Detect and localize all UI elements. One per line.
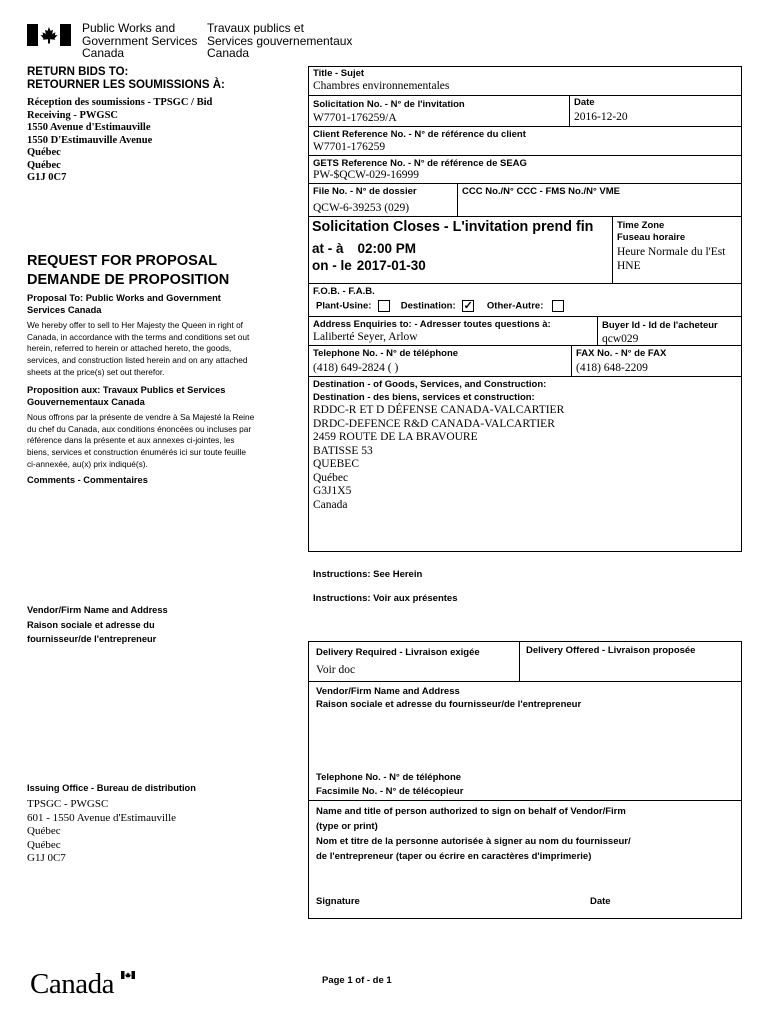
authorized-person-field[interactable] xyxy=(316,804,631,864)
vendor-label-fr: Raison sociale et adresse du fournisseur/de l'entrepreneur xyxy=(316,699,582,710)
authorized-label-line: de l'entrepreneur (taper ou écrire en caractères d'imprimerie) xyxy=(316,851,592,862)
address-line: Québec xyxy=(313,471,349,484)
destination-heading xyxy=(313,379,546,404)
rfp-title-en: REQUEST FOR PROPOSAL xyxy=(27,253,218,269)
client-ref-label: Client Reference No. - N° de référence du client xyxy=(313,129,526,140)
dept-fr-line: Canada xyxy=(207,46,250,60)
solicitation-no-label: Solicitation No. - N° de l'invitation xyxy=(313,99,465,110)
comments-label: Comments - Commentaires xyxy=(27,475,148,485)
dept-en-line: Public Works and xyxy=(82,21,176,35)
address-line: G1J 0C7 xyxy=(27,172,67,183)
return-bids-address xyxy=(27,97,212,185)
fax-value: (418) 648-2209 xyxy=(576,362,648,374)
telephone-value: (418) 649-2824 ( ) xyxy=(313,362,399,374)
plant-label: Plant-Usine: xyxy=(316,300,372,312)
address-line: Réception des soumissions - TPSGC / Bid xyxy=(27,97,213,108)
address-line: RDDC-R ET D DÉFENSE CANADA-VALCARTIER xyxy=(313,404,565,416)
check-icon: ✓ xyxy=(463,300,473,312)
dept-en-line: Canada xyxy=(82,46,125,60)
tz-label-en: Time Zone xyxy=(617,220,665,231)
canada-wordmark xyxy=(30,968,114,1001)
address-line: Québec xyxy=(27,825,61,837)
dest-label-fr: Destination - des biens, services et construction: xyxy=(313,391,535,403)
plant-checkbox[interactable] xyxy=(378,300,390,312)
department-name-fr xyxy=(207,22,352,60)
department-name-en xyxy=(82,22,197,60)
destination-address xyxy=(313,404,564,512)
other-checkbox[interactable] xyxy=(552,300,564,312)
fax-label: FAX No. - N° de FAX xyxy=(576,348,667,359)
proposition-aux: Proposition aux: Travaux Publics et Services Gouvernementaux Canada xyxy=(27,385,226,407)
return-bids-heading xyxy=(27,66,225,92)
address-line: 1550 Avenue d'Estimauville xyxy=(27,122,151,133)
closing-time xyxy=(312,241,416,256)
fob-options xyxy=(316,300,564,312)
title-value: Chambres environnementales xyxy=(313,80,450,92)
dept-en-line: Government Services xyxy=(82,33,198,48)
address-enquiries-label: Address Enquiries to: - Adresser toutes questions à: xyxy=(313,319,551,330)
at-label: at - à xyxy=(312,241,344,256)
title-label: Title - Sujet xyxy=(313,68,365,79)
buyer-id-value: qcw029 xyxy=(602,333,639,345)
address-line: Québec xyxy=(27,147,61,158)
tz-label-fr: Fuseau horaire xyxy=(617,232,686,243)
rfp-title-fr: DEMANDE DE PROPOSITION xyxy=(27,272,230,288)
address-line: Québec xyxy=(27,159,61,171)
vendor-fax-label: Facsimile No. - N° de télécopieur xyxy=(316,786,464,797)
buyer-id-label: Buyer Id - Id de l'acheteur xyxy=(602,320,718,331)
vendor-name-address-field[interactable] xyxy=(316,685,581,711)
delivery-required-label: Delivery Required - Livraison exigée xyxy=(316,647,480,658)
dept-fr-line: Services gouvernementaux xyxy=(207,33,353,48)
delivery-offered-field[interactable]: Delivery Offered - Livraison proposée xyxy=(526,645,696,656)
wordmark-flag-icon xyxy=(121,966,135,984)
time-zone-label xyxy=(617,220,685,244)
address-line: Canada xyxy=(313,498,348,511)
proposal-to: Proposal To: Public Works and Government Services Canada xyxy=(27,293,221,315)
authorized-label-line: Nom et titre de la personne autorisée à signer au nom du fournisseur/ xyxy=(316,836,631,847)
address-line: 1550 D'Estimauville Avenue xyxy=(27,134,153,146)
closing-date xyxy=(312,258,426,273)
vendor-telephone-label: Telephone No. - N° de téléphone xyxy=(316,772,462,783)
file-no-label: File No. - N° de dossier xyxy=(313,186,417,197)
destination-label: Destination: xyxy=(400,300,456,312)
rfp-heading xyxy=(27,252,229,290)
solicitation-closes-title: Solicitation Closes - L'invitation prend fin xyxy=(312,219,594,235)
client-ref-value: W7701-176259 xyxy=(313,141,386,153)
date-value: 2016-12-20 xyxy=(574,111,628,123)
gets-ref-label: GETS Reference No. - N° de référence de SEAG xyxy=(313,158,527,169)
dept-fr-line: Travaux publics et xyxy=(207,21,304,35)
ccc-no-label: CCC No./N° CCC - FMS No./N° VME xyxy=(462,186,621,197)
return-bids-title-fr: RETOURNER LES SOUMISSIONS À: xyxy=(27,79,225,91)
closing-date-value: 2017-01-30 xyxy=(356,258,426,273)
date-label: Date xyxy=(574,97,595,108)
address-line: G1J 0C7 xyxy=(27,852,66,864)
closing-time-value: 02:00 PM xyxy=(357,241,417,256)
vendor-label-en: Vendor/Firm Name and Address xyxy=(316,686,460,697)
fob-label: F.O.B. - F.A.B. xyxy=(313,286,375,297)
authorized-label-line: (type or print) xyxy=(316,821,378,832)
instructions-fr: Instructions: Voir aux présentes xyxy=(313,593,458,604)
delivery-required-value: Voir doc xyxy=(316,664,356,676)
tz-value-line: Heure Normale du l'Est xyxy=(617,246,726,258)
authorized-label-line: Name and title of person authorized to sign on behalf of Vendor/Firm xyxy=(316,806,626,817)
address-line: Receiving - PWGSC xyxy=(27,109,118,121)
dest-label-en: Destination - of Goods, Services, and Construction: xyxy=(313,379,547,390)
time-zone-value xyxy=(617,246,725,273)
return-bids-title-en: RETURN BIDS TO: xyxy=(27,66,129,78)
destination-checkbox[interactable] xyxy=(462,300,474,312)
address-line: 2459 ROUTE DE LA BRAVOURE xyxy=(313,431,478,443)
address-line: Québec xyxy=(27,838,61,851)
offer-text-fr: Nous offrons par la présente de vendre à Sa Majesté la Reine du chef du Canada, aux conditions énoncées ou incluses par référence dans la présente et aux annexes ci-jointes, les biens, services et construction énumérés ici sur toute feuille ci-annexée, au(x) prix indiqué(s). xyxy=(27,412,255,469)
other-label: Other-Autre: xyxy=(486,300,544,312)
signature-date-field[interactable]: Date xyxy=(590,896,611,907)
address-line: QUEBEC xyxy=(313,458,359,470)
address-enquiries-value: Laliberté Seyer, Arlow xyxy=(313,331,418,343)
address-line: 601 - 1550 Avenue d'Estimauville xyxy=(27,811,177,824)
address-line: TPSGC - PWGSC xyxy=(27,798,109,810)
vendor-label-line: fournisseur/de l'entrepreneur xyxy=(27,634,157,644)
telephone-label: Telephone No. - N° de téléphone xyxy=(313,348,459,359)
page-number: Page 1 of - de 1 xyxy=(322,975,392,986)
vendor-contact-fields[interactable] xyxy=(316,771,463,799)
file-no-value: QCW-6-39253 (029) xyxy=(313,202,410,214)
instructions-en: Instructions: See Herein xyxy=(313,569,423,580)
canada-wordmark-text: Canada xyxy=(30,968,114,1000)
address-line: DRDC-DEFENCE R&D CANADA-VALCARTIER xyxy=(313,417,555,430)
address-line: G3J1X5 xyxy=(313,485,352,497)
tz-value-line: HNE xyxy=(617,259,641,272)
solicitation-no-value: W7701-176259/A xyxy=(313,112,397,124)
offer-text-en: We hereby offer to sell to Her Majesty the Queen in right of Canada, in accordance with the terms and conditions set out herein, referred to herein or attached hereto, the goods, services, and construction listed herein and on any attached sheets at the price(s) set out therefor. xyxy=(27,320,250,377)
vendor-label-line: Raison sociale et adresse du xyxy=(27,619,155,630)
vendor-label-left xyxy=(27,603,168,647)
gets-ref-value: PW-$QCW-029-16999 xyxy=(313,169,420,181)
address-line: BATISSE 53 xyxy=(313,444,373,457)
issuing-office-address xyxy=(27,798,176,866)
vendor-label-line: Vendor/Firm Name and Address xyxy=(27,605,168,615)
canada-flag-logo xyxy=(27,24,71,46)
signature-field[interactable]: Signature xyxy=(316,896,360,907)
issuing-office-label: Issuing Office - Bureau de distribution xyxy=(27,783,196,793)
on-label: on - le xyxy=(312,258,352,273)
